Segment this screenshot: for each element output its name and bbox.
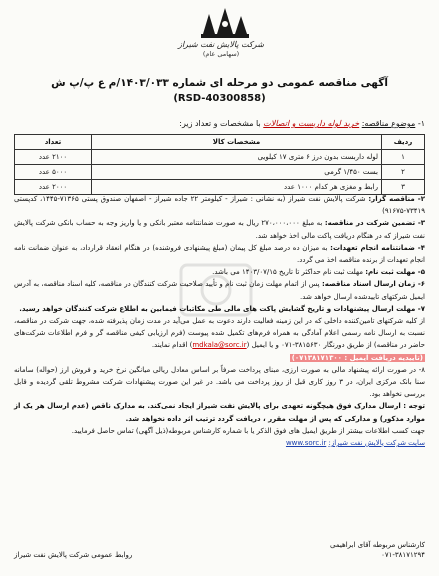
header-row-number: ردیف <box>382 135 425 150</box>
website-line <box>14 437 425 449</box>
table-header-row <box>15 135 425 150</box>
topic-subject: خرید لوله داربست و اتصالات <box>263 119 360 128</box>
clause-2 <box>14 193 425 217</box>
notice-title: آگهی مناقصه عمومی دو مرحله ای شماره ۱۴۰۳/۰۳۳/م ع پ/پ ش <box>51 77 388 89</box>
row-number: ۲ <box>382 165 425 180</box>
footer <box>14 540 425 560</box>
invitation-paragraph: از کلیه شرکتهای تامین‌کننده داخلی که در این زمینه فعالیت دارند دعوت به عمل می‌آید در مدت زمان پذیرفته شده، جهت شرکت در مناقصه، نسبت به ارسال نامه رسمی اعلام آمادگی به همراه فرم‌های تکمیل شده پیوست (فرم ارزیابی کیفی مناقصه گر و فرم اطلاعات شرکت‌های حاضر در مناقصه) از طریق دورنگار ۳۸۱۵۶۳۰-۰۷۱ و یا ایمیل (mdkala@sorc.ir) اقدام نمایند. <box>14 317 425 350</box>
notice-code: (RSD-40300858) <box>173 93 266 104</box>
clause-8: ۸- در صورت ارائه پیشنهاد مالی به صورت ارزی، مبنای پرداخت صرفاً بر اساس معادل ریالی میانگین نرخ خرید و فروش ارز (حواله) سامانه سنا بانک مرکزی ایران، در ۳ روز کاری قبل از روز پرداخت می باشد. در غیر این صورت پیشنهادات شرکت مشروط تلقی گردیده و قابل بررسی نخواهد بود. <box>14 365 426 399</box>
clause-5-label: ۵- مهلت ثبت نام: <box>365 268 425 277</box>
clause-2-text: شرکت پالایش نفت شیراز (به نشانی : شیراز - کیلومتر ۲۲ جاده شیراز - اصفهان صندوق پستی ۷۱۳۶۵-۱۴۴۵، کدپستی ۷۳۴۱۹-۹۱۶۷۵) <box>14 195 425 216</box>
email-link[interactable]: mdkala@sorc.ir <box>192 341 247 350</box>
public-relations: روابط عمومی شرکت پالایش نفت شیراز <box>14 551 133 559</box>
notice-body <box>14 193 425 449</box>
clause-5 <box>14 266 425 278</box>
clause-7: ۷- مهلت ارسال پیشنهادات و تاریخ گشایش پاکت های مالی طی مکاتبات فیمابین به اطلاع شرکت کنندگان خواهد رسید. <box>19 304 425 313</box>
tender-subject <box>14 118 425 130</box>
clause-3-label: ۳- تضمین شرکت در مناقصه: <box>324 219 426 228</box>
email-confirmation <box>14 352 425 364</box>
topic-label: موضوع مناقصه: <box>361 119 416 128</box>
row-number: ۱ <box>382 150 425 165</box>
clause-2-label: ۲- مناقصه گزار: <box>368 195 425 203</box>
topic-number: ۱- <box>417 119 425 128</box>
website-label: سایت شرکت پالایش نفت شیراز: <box>328 439 425 448</box>
header-item-spec: مشخصات کالا <box>92 135 382 150</box>
clause-4 <box>14 242 425 266</box>
row-number: ۳ <box>382 180 425 195</box>
note: توجه : ارسال مدارک فوق هیچگونه تعهدی برای پالایش نفت شیراز ایجاد نمی‌کند. به مدارک ناقص (عدم ارسال هر یک از موارد مذکور) و مدارکی که پس از مهلت مقرر ، دریافت گردد ترتیب اثر داده نخواهد شد. <box>14 402 425 423</box>
clause-3 <box>14 217 425 241</box>
invitation-end: اقدام نمایند. <box>151 341 188 350</box>
clause-6 <box>14 278 425 302</box>
item-quantity: ۵۰۰۰ عدد <box>15 165 92 180</box>
more-info: جهت کسب اطلاعات بیشتر از طریق ایمیل های فوق الذکر یا با شماره کارشناس مربوطه(ذیل آگهی) تماس حاصل فرمایید. <box>71 426 425 435</box>
item-spec: بست ۱/۴۵۰ گرمی <box>92 165 382 180</box>
table-row <box>15 150 425 165</box>
topic-rest: با مشخصات و تعداد زیر: <box>179 119 261 128</box>
clause-4-text: به میزان ده درصد مبلغ کل پیمان (مبلغ پیشنهادی فروشنده) در هنگام انعقاد قرارداد، به عنوان ضمانت نامه انجام تعهدات از برنده مناقصه اخذ می گردد. <box>14 243 425 265</box>
logo-company-name: شرکت پالایش نفت شیراز <box>178 40 264 49</box>
logo-company-type: (سهامی عام) <box>202 50 240 58</box>
header-quantity: تعداد <box>15 135 92 150</box>
item-spec: رابط و مغزی هر کدام ۱۰۰۰ عدد <box>92 180 382 195</box>
clause-5-text: مهلت ثبت نام حداکثر تا تاریخ ۱۴۰۳/۰۷/۱۵ می باشد. <box>212 268 363 277</box>
items-table <box>14 134 425 195</box>
email-confirmation-highlight: (تاییدیه دریافت ایمیل : ۰۷۱۳۸۱۷۱۳۰۰) <box>291 353 423 362</box>
company-logo <box>195 4 255 42</box>
expert-phone: ۰۷۱-۳۸۱۷۱۲۹۴ <box>381 551 425 559</box>
item-spec: لوله داربست بدون درز ۶ متری ۱۷ کیلویی <box>92 150 382 165</box>
website-link[interactable]: www.sorc.ir <box>285 439 327 448</box>
clause-6-label: ۶- زمان ارسال اسناد مناقصه: <box>321 280 426 289</box>
expert-name: کارشناس مربوطه آقای ابراهیمی <box>330 541 425 549</box>
clause-3-text: به مبلغ ۲۷۰،۰۰۰،۰۰۰ ریال به صورت ضمانتنامه معتبر بانکی و یا واریز وجه به حساب بانکی شرکت پالایش نفت شیراز که در هنگام دریافت پاکت مالی اخذ خواهد شد. <box>14 219 425 240</box>
clause-6-text: پس از اتمام مهلت زمان ثبت نام و تأیید صلاحیت شرکت کنندگان در مناقصه، کلیه اسناد مناقصه، به آدرس ایمیل شرکتهای تاییدشده ارسال خواهد شد. <box>14 280 425 301</box>
table-row <box>15 165 425 180</box>
item-quantity: ۲۰۰۰ عدد <box>15 180 92 195</box>
item-quantity: ۲۱۰۰ عدد <box>15 150 92 165</box>
invitation-text: از کلیه شرکتهای تامین‌کننده داخلی که در این زمینه فعالیت دارند دعوت به عمل می‌آید در مدت زمان پذیرفته شده، جهت شرکت در مناقصه، نسبت به ارسال نامه رسمی اعلام آمادگی به همراه فرم‌های تکمیل شده پیوست (فرم ارزیابی کیفی مناقصه گر و فرم اطلاعات شرکت‌های حاضر در مناقصه) از طریق دورنگار ۳۸۱۵۶۳۰-۰۷۱ و یا ایمیل <box>14 317 425 350</box>
clause-4-label: ۴- ضمانتنامه انجام تعهدات: <box>330 243 425 252</box>
